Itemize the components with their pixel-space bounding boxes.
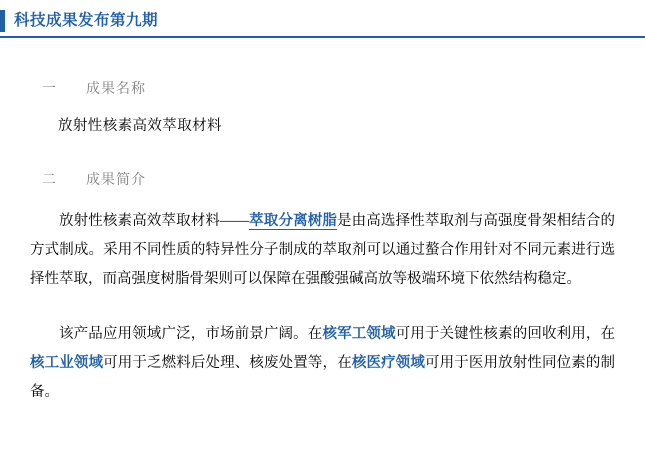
document-header — [0, 8, 645, 38]
para2-segment-3: 可用于乏燃料后处理、核废处置等，在 — [103, 355, 352, 371]
section-label: 成果简介 — [86, 173, 146, 188]
document-body — [0, 38, 645, 407]
para1-highlight-resin: 萃取分离树脂 — [249, 213, 338, 229]
para2-segment-4: 可用于医用放射性同位素的制备。 — [30, 355, 616, 400]
para2-segment-1: 该产品应用领域广泛，市场前景广阔。在 — [59, 326, 323, 342]
intro-paragraph-1 — [30, 207, 615, 294]
header-divider — [0, 36, 645, 38]
section-heading-name — [42, 78, 615, 98]
header-accent-bar — [0, 10, 5, 32]
section-heading-intro — [42, 169, 615, 189]
document-page — [0, 8, 645, 455]
page-title: 科技成果发布第九期 — [14, 12, 159, 29]
para1-segment-1: 放射性核素高效萃取材料—— — [59, 213, 250, 229]
para2-highlight-medical: 核医疗领域 — [351, 355, 425, 371]
para1-segment-2: 是由高选择性萃取剂与高强度骨架相结合的方式制成。采用不同性质的特异性分子制成的萃取剂可以通过螯合作用针对不同元素进行选择性萃取，而高强度树脂骨架则可以保障在强酸强碱高放等极端环境下依然结构稳定。 — [30, 213, 616, 287]
intro-paragraph-2 — [30, 320, 615, 407]
para2-segment-2: 可用于关键性核素的回收利用，在 — [395, 326, 616, 342]
para2-highlight-military: 核军工领域 — [322, 326, 396, 342]
para2-highlight-industry: 核工业领域 — [30, 355, 104, 371]
achievement-name-value: 放射性核素高效萃取材料 — [58, 118, 222, 134]
section-number: 一 — [42, 82, 56, 97]
section-number: 二 — [42, 173, 56, 188]
section-label: 成果名称 — [86, 82, 146, 97]
